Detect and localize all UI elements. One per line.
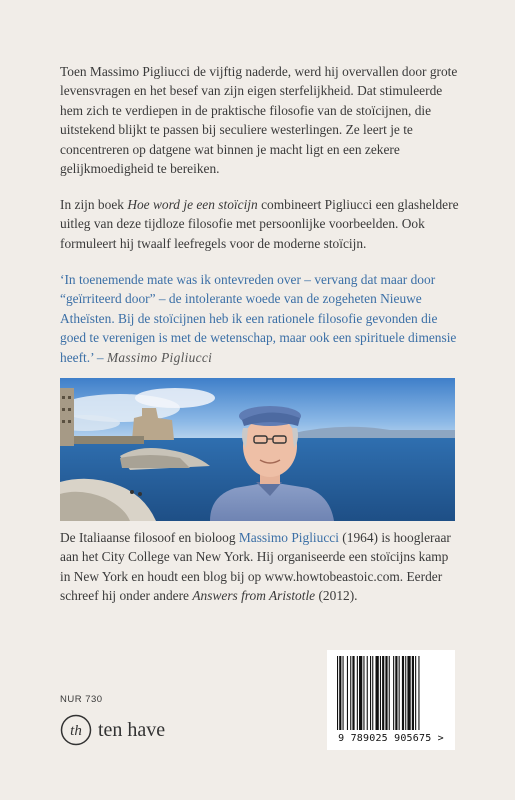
- nur-code: NUR 730: [60, 694, 103, 705]
- other-book-title: Answers from Aristotle: [192, 588, 316, 604]
- author-quote: [60, 270, 460, 367]
- publisher-logo-text: th: [70, 723, 82, 739]
- blurb-paragraph-2-end: combineert Pigliucci een glasheldere uitleg van deze tijdloze filosofie met persoonlijke voorbeelden. Ook formuleert hij twaalf leefregels voor de moderne stoïcijn.: [60, 197, 459, 251]
- quote-attribution: Massimo Pigliucci: [106, 349, 213, 365]
- isbn-barcode: [327, 650, 455, 750]
- publisher-name: ten have: [98, 718, 166, 741]
- publisher-logo-icon: [60, 714, 92, 746]
- author-photo: [60, 378, 455, 521]
- bio-intro: De Italiaanse filosoof en bioloog: [60, 530, 239, 545]
- bio-body: (1964) is hoogleraar aan het City College van New York. Hij organiseerde een stoïcijns kamp in New York en houdt een blog bij op www.howtobeastoic.com. Eerder schreef hij onder andere: [60, 530, 451, 604]
- blurb-paragraph-1: Toen Massimo Pigliucci de vijftig naderde, werd hij overvallen door grote levensvragen en het besef van zijn eigen sterfelijkheid. Dat stimuleerde hem zich te verdiepen in de praktische filosofie van de stoïcijnen, die uitstekend blijkt te passen bij seculiere westerlingen. Ze leert je te concentreren op datgene wat binnen je macht ligt en een zekere gelijkmoedigheid te bereiken.: [60, 64, 458, 177]
- bio-end: (2012).: [315, 588, 358, 604]
- author-name: Massimo Pigliucci: [238, 530, 339, 545]
- isbn-number: 9 789025 905675 >: [338, 733, 444, 744]
- publisher-imprint: [60, 714, 165, 746]
- book-title: Hoe word je een stoïcijn: [127, 197, 258, 212]
- blurb-paragraph-2-start: In zijn boek: [60, 197, 128, 212]
- author-bio: [60, 528, 460, 606]
- quote-text: ‘In toenemende mate was ik ontevreden over – vervang dat maar door “geïrriteerd door” – de intolerante woede van de zogeheten Nieuwe Atheïsten. Bij de stoïcijnen heb ik een rationele filosofie gevonden die goed te verenigen is met de wetenschap, maar ook een spirituele dimensie heeft.’: [60, 272, 457, 365]
- quote-separator: –: [93, 349, 107, 365]
- barcode-icon: [335, 656, 447, 730]
- blurb-paragraph-2: [60, 195, 460, 253]
